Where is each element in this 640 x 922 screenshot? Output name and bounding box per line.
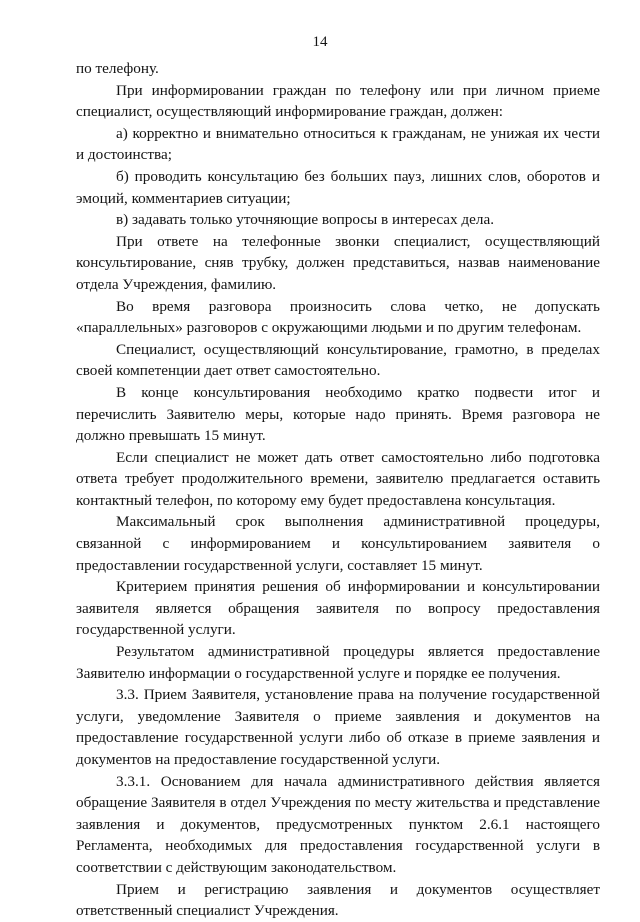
paragraph: Специалист, осуществляющий консультирование, грамотно, в пределах своей компетенции дает ответ самостоятельно. <box>76 340 600 380</box>
document-body <box>76 58 600 922</box>
paragraph: В конце консультирования необходимо кратко подвести итог и перечислить Заявителю меры, которые надо принять. Время разговора не должно превышать 15 минут. <box>76 383 600 445</box>
paragraph: по телефону. <box>76 60 159 77</box>
list-item: б) проводить консультацию без больших пауз, лишних слов, оборотов и эмоций, комментариев ситуации; <box>76 167 600 207</box>
subsection-paragraph: 3.3.1. Основанием для начала административного действия является обращение Заявителя в отдел Учреждения по месту жительства и представление заявления и документов, предусмотренных пунктом 2.6.1 настоящего Регламента, необходимых для предоставления государственной услуги в соответствии с действующим законодательством. <box>76 772 600 876</box>
page-number: 14 <box>312 34 328 50</box>
paragraph: Критерием принятия решения об информировании и консультировании заявителя является обращения заявителя по вопросу предоставления государственной услуги. <box>76 578 600 639</box>
list-item: в) задавать только уточняющие вопросы в интересах дела. <box>116 211 494 229</box>
paragraph: Результатом административной процедуры является предоставление Заявителю информации о государственной услуге и порядке ее получения. <box>76 643 600 682</box>
section-heading-paragraph: 3.3. Прием Заявителя, установление права на получение государственной услуги, уведомление Заявителя о приеме заявления и документов на предоставление государственной услуги либо об отказе в приеме заявления и документов на предоставление государственной услуги. <box>76 686 600 768</box>
paragraph: При информировании граждан по телефону или при личном приеме специалист, осуществляющий информирование граждан, должен: <box>76 81 600 121</box>
paragraph: Если специалист не может дать ответ самостоятельно либо подготовка ответа требует продолжительного времени, заявителю предлагается оставить контактный телефон, по которому ему будет предоставлена консультация. <box>76 448 600 509</box>
paragraph: Максимальный срок выполнения административной процедуры, связанной с информированием и консультированием заявителя о предоставлении государственной услуги, составляет 15 минут. <box>76 513 600 574</box>
paragraph: При ответе на телефонные звонки специалист, осуществляющий консультирование, сняв трубку, должен представиться, назвав наименование отдела Учреждения, фамилию. <box>76 232 600 293</box>
paragraph: Во время разговора произносить слова четко, не допускать «параллельных» разговоров с окружающими людьми и по другим телефонам. <box>76 297 600 337</box>
list-item: а) корректно и внимательно относиться к гражданам, не унижая их чести и достоинства; <box>76 124 600 164</box>
paragraph: Прием и регистрацию заявления и документов осуществляет ответственный специалист Учреждения. <box>76 880 600 920</box>
